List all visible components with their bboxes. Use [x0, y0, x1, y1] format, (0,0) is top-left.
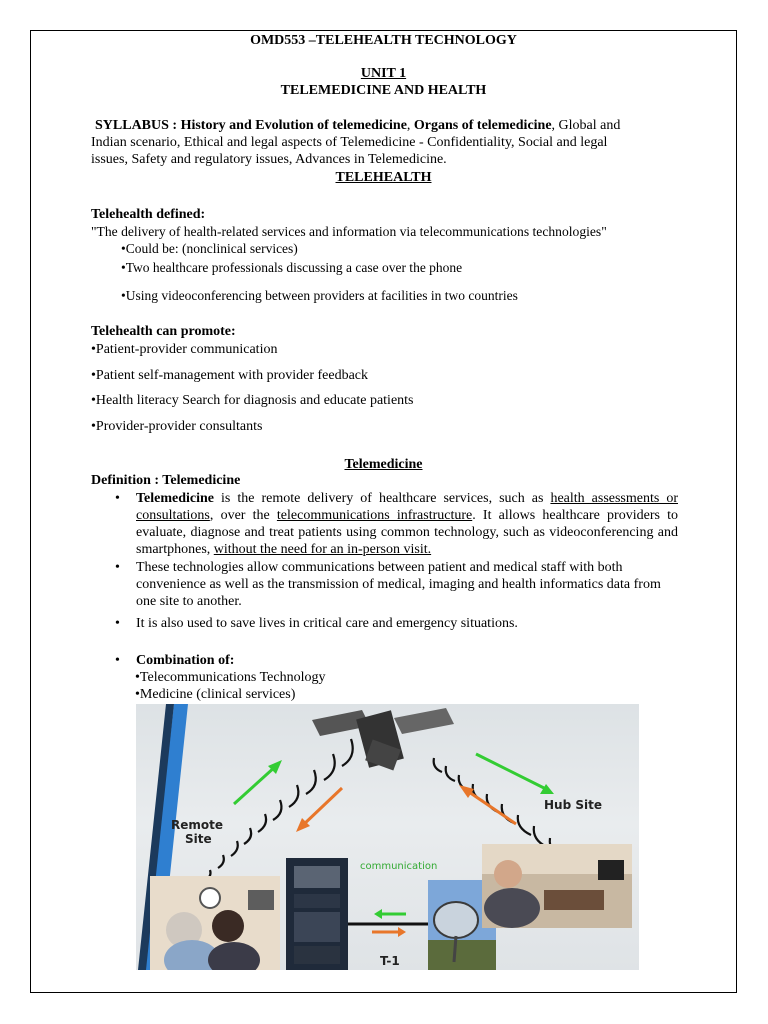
bullet-1-text-b: , over the — [209, 508, 277, 523]
hub-site-photo — [482, 844, 632, 928]
combination-item-1: •Telecommunications Technology — [135, 670, 326, 685]
telemedicine-diagram — [136, 704, 639, 970]
syllabus-label: SYLLABUS : History and Evolution of telemedicine — [95, 118, 407, 133]
equipment-rack-icon — [286, 858, 348, 970]
link-telecom-infrastructure[interactable]: telecommunications infrastructure — [276, 508, 473, 523]
promote-item-1: •Patient-provider communication — [91, 342, 278, 357]
link-in-person-visit[interactable]: without the need for an in-person visit. — [213, 542, 432, 557]
arrow-up-left — [234, 760, 282, 804]
telehealth-promote-label: Telehealth can promote: — [91, 324, 236, 339]
syllabus-line-1 — [95, 117, 620, 134]
bullet-4-dot: • — [115, 653, 120, 668]
combination-item-2: •Medicine (clinical services) — [135, 687, 296, 702]
telemedicine-heading: Telemedicine — [344, 457, 423, 472]
link-arrow-orange — [372, 927, 406, 937]
communication-label: communication — [360, 861, 438, 872]
telehealth-item-3: •Using videoconferencing between providers at facilities in two countries — [121, 288, 518, 303]
arrow-up-right — [459, 785, 516, 824]
telehealth-item-2: •Two healthcare professionals discussing a case over the phone — [121, 260, 463, 275]
combination-label: Combination of: — [136, 653, 235, 668]
link-health-assessments[interactable]: health assessments or consultations — [136, 491, 678, 523]
bullet-3-dot: • — [115, 616, 120, 631]
syllabus-comma: , — [406, 118, 411, 133]
telemedicine-bullet-3: It is also used to save lives in critical care and emergency situations. — [136, 616, 518, 631]
unit-number: UNIT 1 — [360, 66, 407, 81]
syllabus-organs: Organs of telemedicine — [413, 118, 552, 133]
promote-item-2: •Patient self-management with provider feedback — [91, 368, 369, 383]
bullet-1-text-c: . It allows healthcare providers to evaluate, diagnose and treat patients using common technology, such as videoconferencing and smartphones, — [136, 508, 678, 557]
remote-label-line-1: Remote — [171, 818, 224, 832]
arrow-down-left — [296, 788, 342, 832]
arrow-down-right — [476, 754, 554, 794]
telemedicine-bullet-1 — [136, 490, 678, 558]
telehealth-item-1: •Could be: (nonclinical services) — [121, 241, 298, 256]
bullet-1-dot: • — [115, 491, 120, 506]
remote-label-line-2: Site — [185, 832, 212, 846]
syllabus-line-3: issues, Safety and regulatory issues, Advances in Telemedicine. — [91, 152, 447, 167]
promote-item-4: •Provider-provider consultants — [91, 419, 263, 434]
telehealth-quote: "The delivery of health-related services and information via telecommunications technologies" — [91, 224, 607, 239]
remote-site-label — [171, 818, 223, 846]
document-page — [30, 30, 737, 993]
t1-label: T-1 — [380, 954, 400, 968]
telemedicine-bullet-2: These technologies allow communications between patient and medical staff with both convenience as well as the transmission of medical, imaging and health informatics data from one site to another. — [136, 560, 661, 609]
syllabus-line-2: Indian scenario, Ethical and legal aspects of Telemedicine - Confidentiality, Social and legal — [91, 135, 608, 150]
unit-title: TELEMEDICINE AND HEALTH — [280, 83, 487, 98]
syllabus-line1-rest: , Global and — [551, 118, 621, 133]
bullet-1-text-a: is the remote delivery of healthcare services, such as — [214, 491, 551, 506]
promote-item-3: •Health literacy Search for diagnosis and educate patients — [91, 393, 414, 408]
bullet-2-dot: • — [115, 560, 120, 575]
telehealth-defined-label: Telehealth defined: — [91, 207, 206, 222]
telehealth-heading: TELEHEALTH — [335, 170, 432, 185]
telemedicine-definition-label: Definition : Telemedicine — [91, 473, 241, 488]
remote-site-photo — [150, 876, 280, 970]
hub-site-label: Hub Site — [544, 798, 602, 812]
telemedicine-term: Telemedicine — [136, 491, 215, 506]
course-title: OMD553 –TELEHEALTH TECHNOLOGY — [250, 33, 517, 48]
link-arrow-green — [374, 909, 406, 919]
